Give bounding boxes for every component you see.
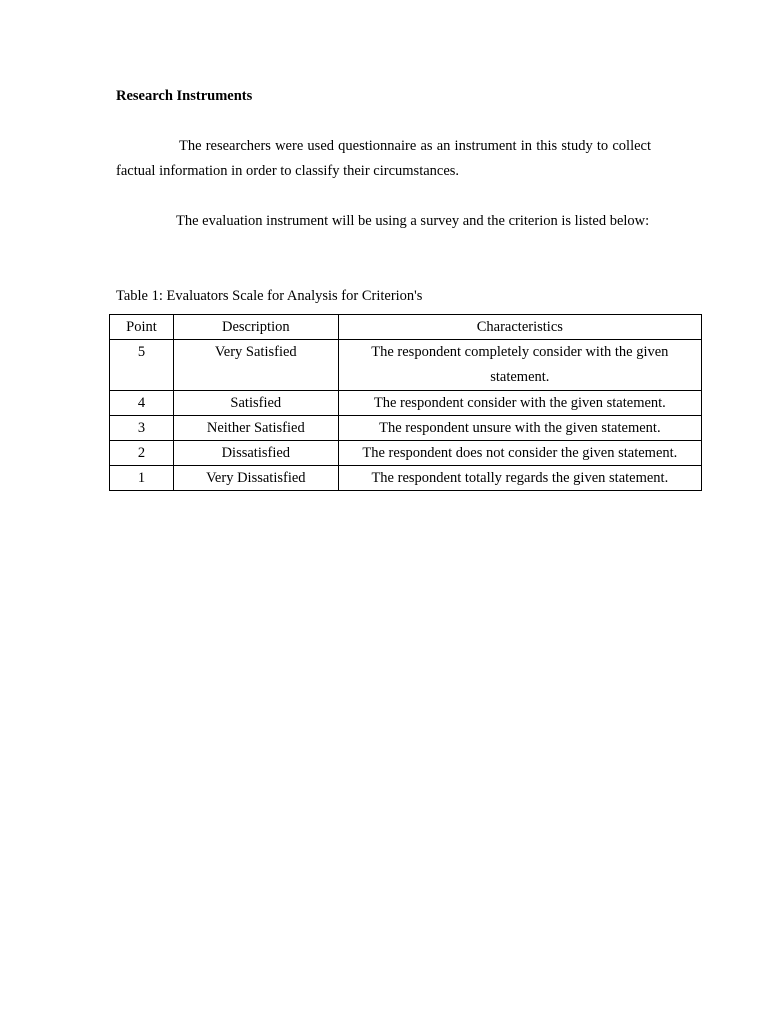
cell-description: Satisfied	[173, 391, 338, 416]
table-row	[110, 466, 702, 491]
cell-description: Dissatisfied	[173, 441, 338, 466]
header-characteristics: Characteristics	[338, 315, 701, 340]
cell-point: 4	[110, 391, 174, 416]
cell-point: 2	[110, 441, 174, 466]
section-heading: Research Instruments	[116, 88, 253, 104]
paragraph-evaluation: The evaluation instrument will be using a survey and the criterion is listed below:	[176, 213, 650, 229]
table-header-row	[110, 315, 702, 340]
cell-characteristics: The respondent unsure with the given statement.	[338, 416, 701, 441]
cell-point: 1	[110, 466, 174, 491]
table-row	[110, 391, 702, 416]
cell-description: Very Dissatisfied	[173, 466, 338, 491]
table-caption: Table 1: Evaluators Scale for Analysis for Criterion's	[116, 288, 423, 304]
cell-description: Very Satisfied	[173, 340, 338, 391]
table-row	[110, 416, 702, 441]
table-row	[110, 441, 702, 466]
evaluation-scale-table	[109, 314, 702, 491]
header-point: Point	[110, 315, 174, 340]
header-description: Description	[173, 315, 338, 340]
cell-point: 5	[110, 340, 174, 391]
cell-characteristics: The respondent consider with the given statement.	[338, 391, 701, 416]
cell-characteristics: The respondent completely consider with the given statement.	[338, 340, 701, 391]
cell-description: Neither Satisfied	[173, 416, 338, 441]
paragraph-instrument: The researchers were used questionnaire as an instrument in this study to collect factual information in order to classify their circumstances.	[116, 138, 651, 179]
cell-point: 3	[110, 416, 174, 441]
cell-characteristics: The respondent does not consider the given statement.	[338, 441, 701, 466]
table-row	[110, 340, 702, 391]
cell-characteristics: The respondent totally regards the given statement.	[338, 466, 701, 491]
